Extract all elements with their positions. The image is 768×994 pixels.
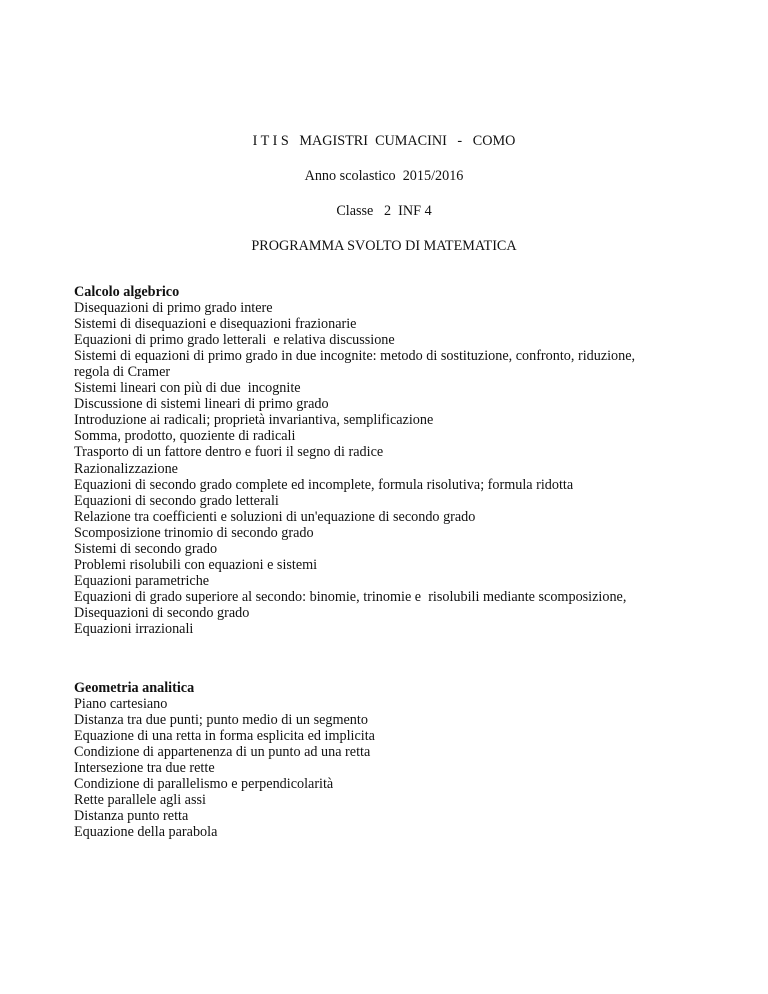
list-item: Trasporto di un fattore dentro e fuori il segno di radice xyxy=(74,444,384,461)
list-item: Discussione di sistemi lineari di primo grado xyxy=(74,396,329,413)
document-title: PROGRAMMA SVOLTO DI MATEMATICA xyxy=(251,238,517,254)
list-item: Razionalizzazione xyxy=(74,460,178,477)
list-item: Equazioni di grado superiore al secondo: binomie, trinomie e risolubili mediante scomposizione, xyxy=(74,588,627,605)
list-item: Relazione tra coefficienti e soluzioni di un'equazione di secondo grado xyxy=(74,508,476,525)
school-name: I T I S MAGISTRI CUMACINI - COMO xyxy=(252,133,516,149)
list-item: Equazioni di secondo grado complete ed incomplete, formula risolutiva; formula ridotta xyxy=(74,476,574,493)
list-item: Intersezione tra due rette xyxy=(74,760,215,777)
list-item: Sistemi di equazioni di primo grado in due incognite: metodo di sostituzione, confronto, riduzione, xyxy=(74,348,636,365)
section-geometria-analitica xyxy=(74,680,754,840)
list-item: Disequazioni di secondo grado xyxy=(74,604,250,621)
list-item: Equazioni di primo grado letterali e relativa discussione xyxy=(74,332,395,349)
list-item: Condizione di appartenenza di un punto ad una retta xyxy=(74,744,371,761)
list-item: Sistemi di disequazioni e disequazioni frazionarie xyxy=(74,316,357,333)
list-item: Condizione di parallelismo e perpendicolarità xyxy=(74,776,334,793)
section-title: Geometria analitica xyxy=(74,680,195,696)
list-item: Somma, prodotto, quoziente di radicali xyxy=(74,428,296,445)
list-item: Equazioni di secondo grado letterali xyxy=(74,492,279,509)
list-item: Equazione della parabola xyxy=(74,824,218,841)
list-item: Piano cartesiano xyxy=(74,696,168,713)
section-title: Calcolo algebrico xyxy=(74,284,180,300)
list-item: Rette parallele agli assi xyxy=(74,792,206,809)
list-item: Disequazioni di primo grado intere xyxy=(74,300,273,317)
list-item: Distanza tra due punti; punto medio di un segmento xyxy=(74,712,368,729)
list-item: Equazioni irrazionali xyxy=(74,620,194,637)
list-item: Equazioni parametriche xyxy=(74,572,210,589)
list-item: Introduzione ai radicali; proprietà invariantiva, semplificazione xyxy=(74,412,434,429)
section-calcolo-algebrico xyxy=(74,284,754,637)
list-item: Sistemi di secondo grado xyxy=(74,540,218,557)
list-item: Problemi risolubili con equazioni e sistemi xyxy=(74,556,318,573)
school-year: Anno scolastico 2015/2016 xyxy=(304,168,464,184)
class-label: Classe 2 INF 4 xyxy=(336,203,432,219)
list-item: Sistemi lineari con più di due incognite xyxy=(74,380,301,397)
list-item: regola di Cramer xyxy=(74,364,171,381)
list-item: Equazione di una retta in forma esplicita ed implicita xyxy=(74,728,375,745)
list-item: Scomposizione trinomio di secondo grado xyxy=(74,524,314,541)
list-item: Distanza punto retta xyxy=(74,808,189,825)
